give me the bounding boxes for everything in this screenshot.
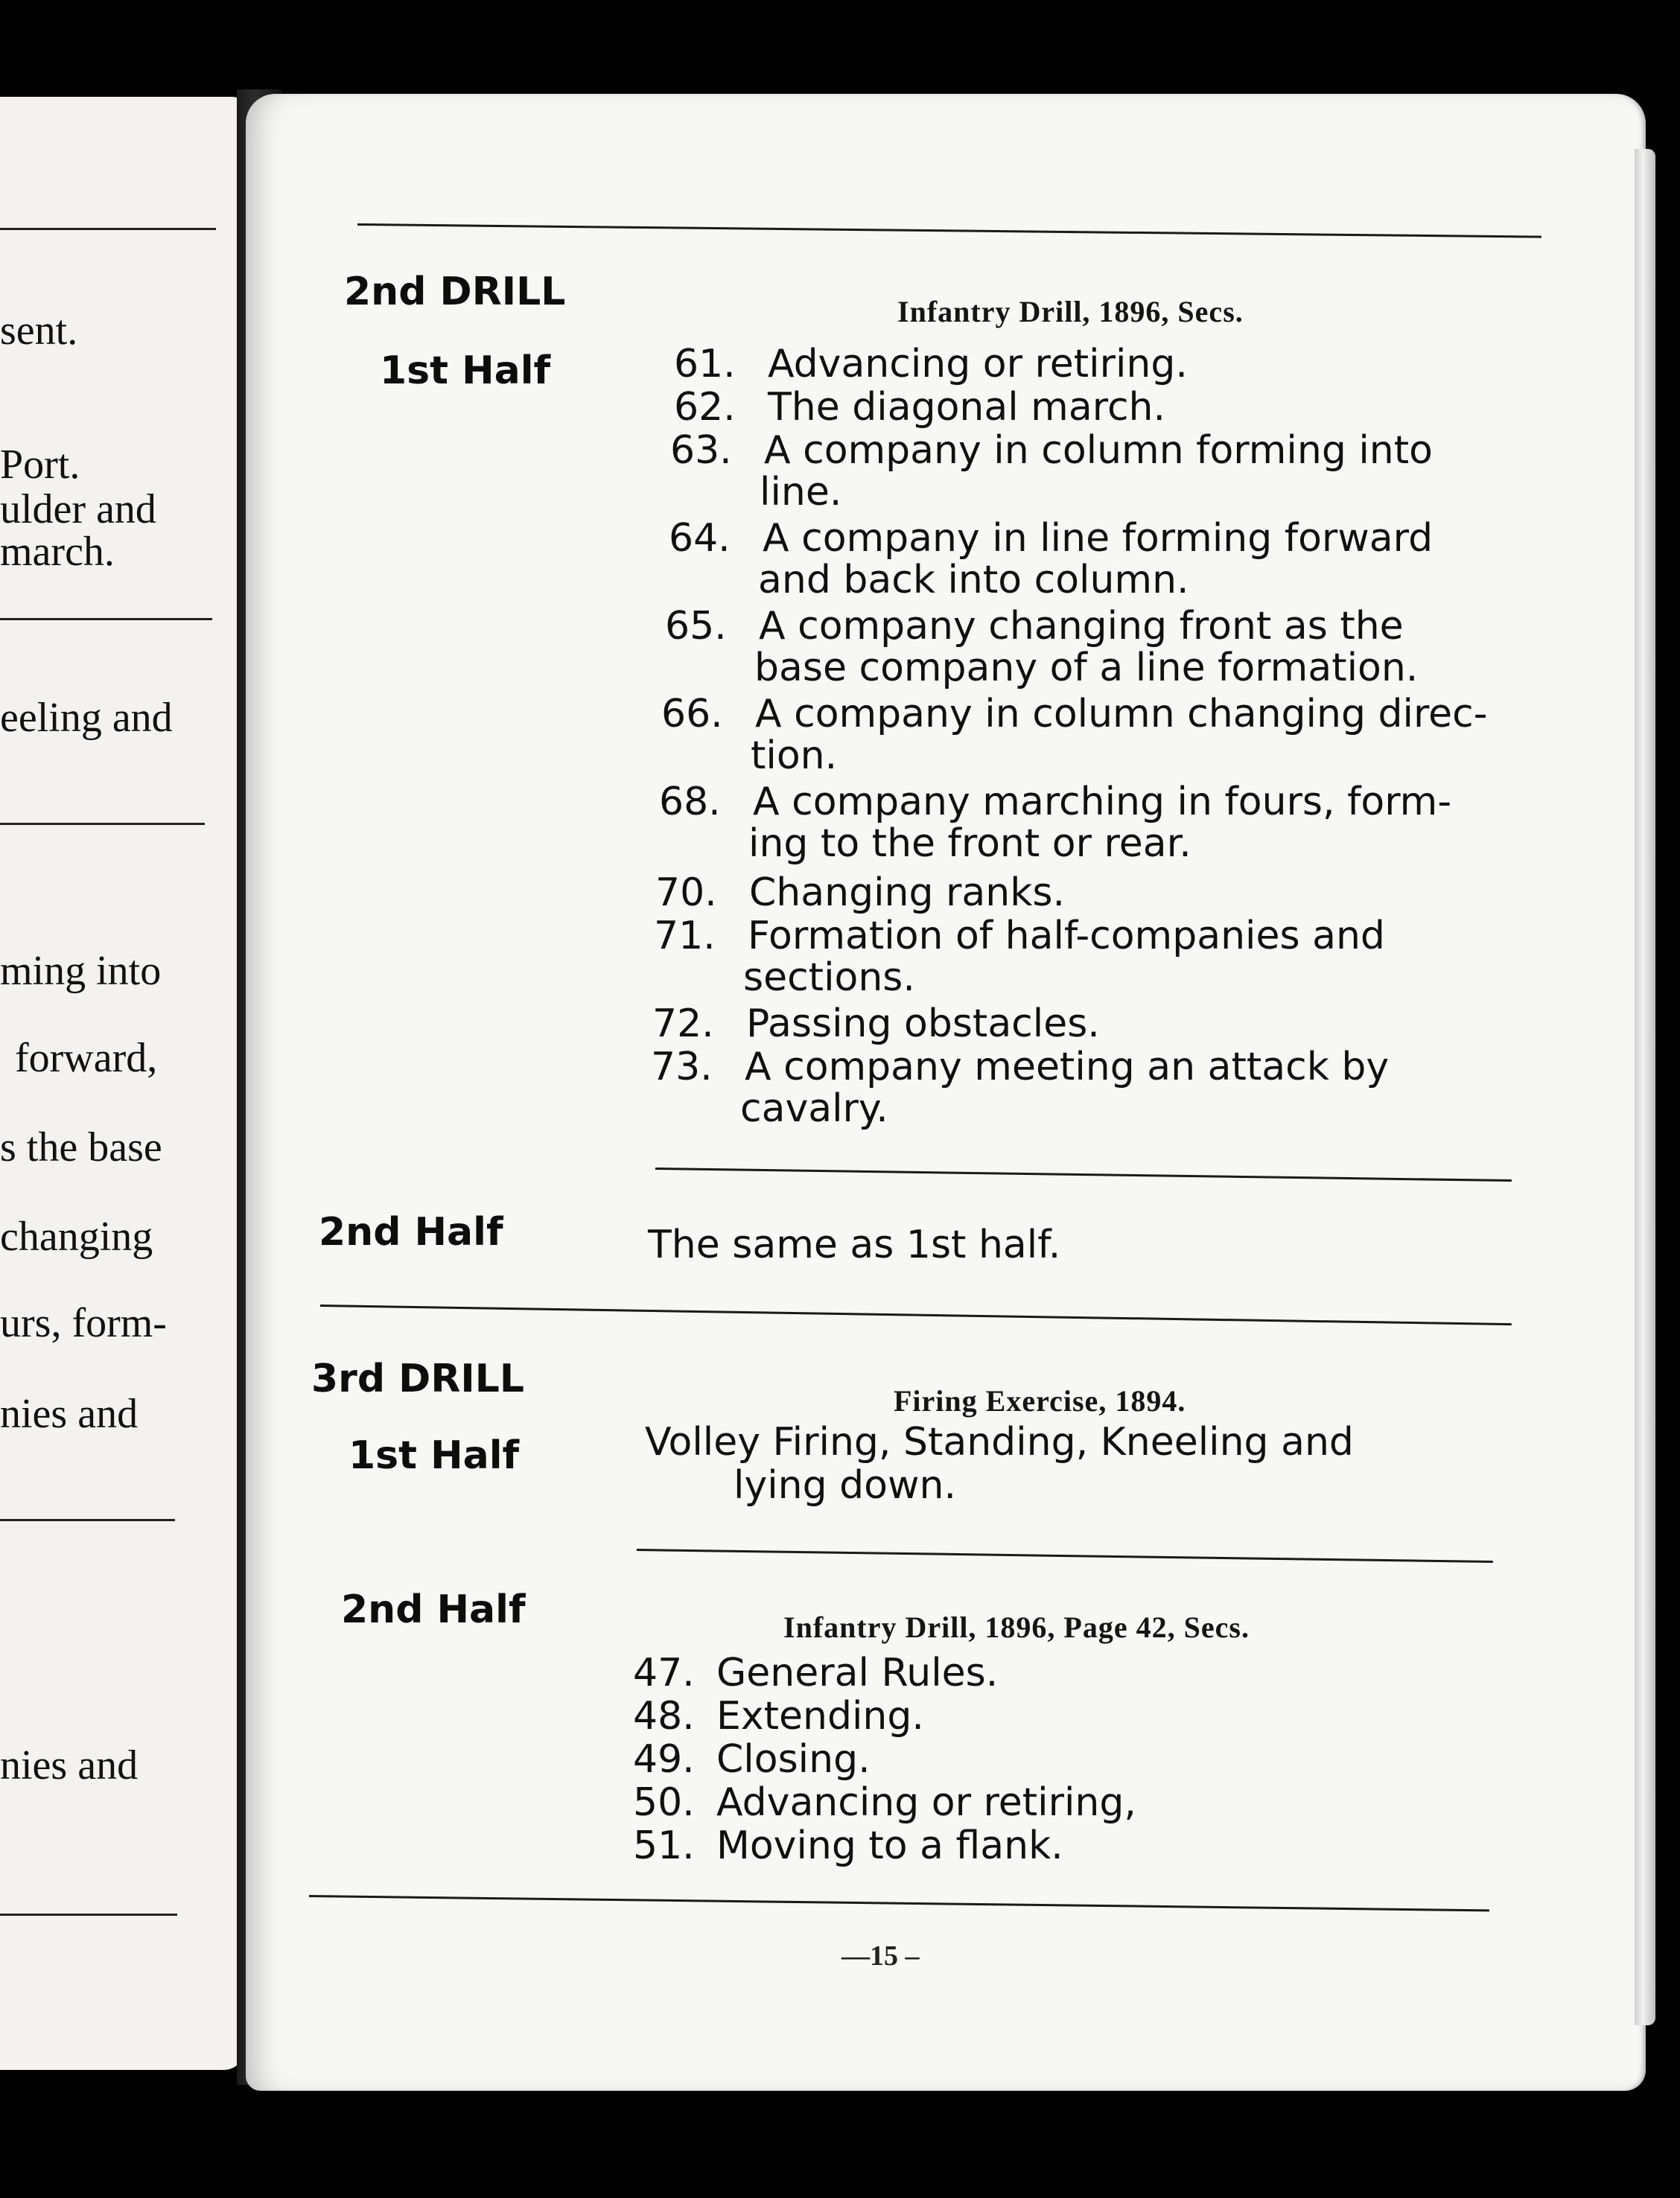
drill-item <box>633 1739 871 1780</box>
left-line: ulder and <box>0 486 156 532</box>
item-text-continued: sections. <box>743 955 915 1000</box>
drill-item <box>652 1001 1100 1046</box>
item-number: 66. <box>661 692 723 736</box>
half-label: 1st Half <box>380 348 551 393</box>
half-label: 2nd Half <box>319 1210 503 1255</box>
item-number: 64. <box>669 516 731 561</box>
item-text: Moving to a flank. <box>716 1823 1063 1868</box>
left-line: march. <box>0 529 115 575</box>
left-page <box>0 97 246 2070</box>
drill-item <box>654 916 1385 956</box>
drill-item <box>633 1823 1063 1868</box>
reference-note: Infantry Drill, 1896, Page 42, Secs. <box>783 1611 1250 1644</box>
item-text: Advancing or retiring. <box>768 342 1188 386</box>
reference-note: Firing Exercise, 1894. <box>894 1384 1186 1418</box>
item-number: 61. <box>674 342 736 386</box>
item-number: 65. <box>665 604 727 649</box>
item-text: A company in line forming forward <box>763 516 1434 561</box>
left-line: urs, form- <box>0 1300 167 1346</box>
left-line: forward, <box>15 1035 158 1081</box>
item-text-continued: tion. <box>751 733 838 778</box>
item-text: Changing ranks. <box>749 870 1065 915</box>
item-text: A company in column changing direc- <box>755 692 1488 736</box>
drill-item <box>633 1780 1136 1825</box>
left-line: nies and <box>0 1391 139 1437</box>
drill-title: 2nd DRILL <box>344 270 566 314</box>
item-text: Extending. <box>716 1694 924 1739</box>
left-line: Port. <box>0 442 80 488</box>
item-text: A company marching in fours, form- <box>753 780 1452 824</box>
left-line: eeling and <box>0 695 173 741</box>
page-edge <box>1635 149 1655 2025</box>
item-number: 63. <box>670 428 732 473</box>
item-number: 72. <box>652 1001 714 1046</box>
item-number: 73. <box>651 1045 713 1089</box>
item-text: The diagonal march. <box>768 385 1166 430</box>
left-line: ming into <box>0 948 162 994</box>
drill-item <box>633 1694 924 1739</box>
half-text-continued: lying down. <box>734 1463 956 1508</box>
item-number: 50. <box>633 1780 695 1825</box>
left-line: sent. <box>0 308 78 354</box>
item-number: 71. <box>654 914 716 958</box>
drill-item <box>674 385 1166 430</box>
left-rule <box>0 1914 177 1916</box>
left-rule <box>0 823 205 825</box>
item-number: 51. <box>633 1823 695 1868</box>
item-number: 47. <box>633 1651 695 1695</box>
item-text-continued: line. <box>760 470 842 515</box>
item-text: Formation of half-companies and <box>748 914 1385 958</box>
item-text: A company meeting an attack by <box>745 1045 1390 1089</box>
drill-item <box>633 1653 998 1693</box>
half-label: 1st Half <box>349 1433 520 1478</box>
item-text: Passing obstacles. <box>746 1001 1100 1046</box>
half-text: The same as 1st half. <box>648 1223 1061 1267</box>
item-text-continued: ing to the front or rear. <box>748 821 1191 866</box>
item-text: A company changing front as the <box>759 604 1404 649</box>
half-label: 2nd Half <box>341 1587 526 1632</box>
item-number: 62. <box>674 385 736 430</box>
item-number: 68. <box>659 780 721 824</box>
item-text: A company in column forming into <box>764 428 1433 473</box>
reference-note: Infantry Drill, 1896, Secs. <box>897 295 1244 328</box>
item-text-continued: cavalry. <box>740 1086 888 1131</box>
item-text-continued: and back into column. <box>758 558 1189 602</box>
drill-item <box>669 516 1434 561</box>
item-number: 70. <box>655 870 717 915</box>
drill-title: 3rd DRILL <box>311 1357 524 1401</box>
left-rule <box>0 228 216 230</box>
left-rule <box>0 618 212 620</box>
item-text: Closing. <box>716 1737 871 1782</box>
drill-item <box>651 1047 1389 1087</box>
drill-item <box>661 694 1488 734</box>
item-number: 49. <box>633 1737 695 1782</box>
left-line: s the base <box>0 1124 162 1170</box>
item-number: 48. <box>633 1694 695 1739</box>
left-line: changing <box>0 1214 153 1260</box>
item-text: Advancing or retiring, <box>716 1780 1136 1825</box>
item-text-continued: base company of a line formation. <box>754 646 1419 690</box>
left-line: nies and <box>0 1742 139 1788</box>
left-rule <box>0 1519 175 1521</box>
drill-item <box>674 344 1188 384</box>
half-text: Volley Firing, Standing, Kneeling and <box>645 1420 1354 1465</box>
item-text: General Rules. <box>716 1651 999 1695</box>
page-number: —15 – <box>841 1940 920 1972</box>
drill-item <box>655 870 1065 915</box>
drill-item <box>665 604 1404 649</box>
drill-item <box>670 430 1433 471</box>
drill-item <box>659 782 1451 822</box>
